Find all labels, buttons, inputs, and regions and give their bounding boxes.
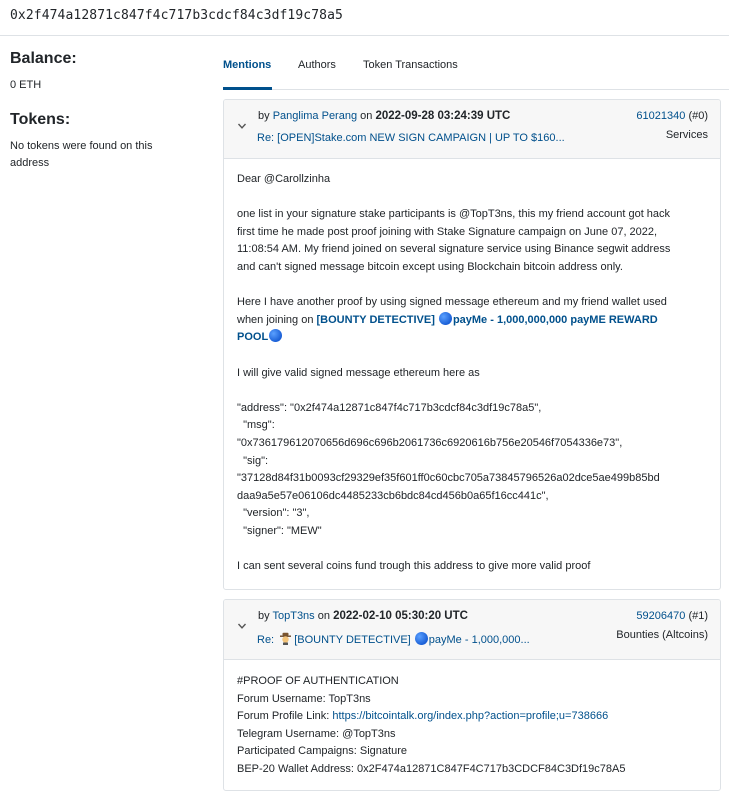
board-name: Services: [665, 129, 708, 141]
body-line: Telegram Username: @TopT3ns: [237, 727, 396, 740]
on-label: on: [317, 610, 330, 622]
message-index: (#1): [688, 610, 708, 622]
body-line: I can sent several coins fund trough this address to give more valid proof: [237, 560, 591, 573]
by-label: by: [258, 610, 270, 622]
board-name: Bounties (Altcoins): [616, 629, 708, 641]
message-index: (#0): [688, 110, 708, 122]
body-line: Forum Profile Link: https://bitcointalk.org/index.php?action=profile;u=738666: [237, 710, 609, 723]
post-card: [223, 99, 721, 590]
message-ref: [636, 610, 708, 622]
signature-line: daa9a5e57e06106dc4485233cb6bdc84cd456b0a65f16cc441c",: [237, 489, 549, 502]
post-body: [224, 660, 720, 789]
signature-line: "version": "3",: [237, 507, 310, 520]
signature-line: "signer": "MEW": [237, 524, 322, 537]
address-title: 0x2f474a12871c847f4c717b3cdcf84c3df19c78a5: [10, 8, 343, 23]
post-card: [223, 599, 721, 791]
greeting: Dear @Carollzinha: [237, 173, 331, 185]
post-date: 2022-02-10 05:30:20 UTC: [333, 610, 468, 622]
address-header: [0, 0, 729, 36]
signature-line: "msg":: [237, 419, 275, 432]
tab-token-transactions[interactable]: Token Transactions: [363, 59, 458, 71]
by-label: by: [258, 110, 270, 122]
signature-line: "address": "0x2f474a12871c847f4c717b3cdcf84c3df19c78a5",: [237, 401, 542, 414]
blue-circle-icon: [269, 329, 282, 342]
blue-circle-icon: [439, 312, 452, 325]
body-line: first time he made post proof joining with Stake Signature campaign on June 07, 2022,: [237, 225, 658, 238]
post-meta: [258, 110, 510, 122]
chevron-down-icon[interactable]: [237, 621, 247, 631]
body-line: Here I have another proof by using signed message ethereum and my friend wallet used: [237, 296, 667, 309]
body-line: I will give valid signed message ethereum here as: [237, 366, 480, 379]
topic-link[interactable]: Re: [BOUNTY DETECTIVE] payMe - 1,000,000...: [257, 634, 530, 646]
post-header: [224, 100, 720, 159]
post-meta: [258, 610, 468, 622]
topic-link[interactable]: Re: [OPEN]Stake.com NEW SIGN CAMPAIGN | UP TO $160...: [257, 132, 565, 144]
body-line: 11:08:54 AM. My friend joined on several signature service using Binance segwit address: [237, 243, 671, 256]
signature-line: "sig":: [237, 454, 269, 467]
body-line: Participated Campaigns: Signature: [237, 745, 407, 758]
author-link[interactable]: TopT3ns: [272, 610, 315, 622]
body-line: BEP-20 Wallet Address: 0x2F474a12871C847F4C717b3CDCF84C3Df19c78A5: [237, 762, 626, 775]
message-id-link[interactable]: 59206470: [636, 610, 686, 622]
active-tab-indicator: [223, 87, 272, 90]
body-line: Forum Username: TopT3ns: [237, 692, 371, 705]
body-line: [237, 312, 707, 330]
tokens-note: No tokens were found on this address: [10, 140, 153, 169]
balance-value: 0 ETH: [10, 79, 42, 91]
body-line: one list in your signature stake participants is @TopT3ns, this my friend account got hack: [237, 208, 671, 221]
tab-authors[interactable]: Authors: [298, 59, 336, 71]
detective-icon: [279, 632, 292, 645]
message-ref: [636, 110, 708, 122]
blue-circle-icon: [415, 632, 428, 645]
author-link[interactable]: Panglima Perang: [272, 110, 358, 122]
tokens-heading: Tokens:: [10, 111, 71, 128]
post-header: [224, 600, 720, 660]
sidebar: [10, 50, 200, 172]
chevron-down-icon[interactable]: [237, 121, 247, 131]
balance-heading: Balance:: [10, 50, 77, 67]
profile-link[interactable]: https://bitcointalk.org/index.php?action=profile;u=738666: [332, 710, 609, 723]
message-id-link[interactable]: 61021340: [636, 110, 686, 122]
bounty-link-continued[interactable]: POOL: [237, 329, 707, 347]
tab-bar: [223, 52, 729, 90]
post-body: [224, 159, 720, 586]
post-date: 2022-09-28 03:24:39 UTC: [375, 110, 511, 122]
body-text: when joining on: [237, 313, 317, 326]
body-line: and can't signed message bitcoin except using Blockchain bitcoin address only.: [237, 260, 623, 273]
tab-mentions[interactable]: Mentions: [223, 59, 272, 71]
body-line: #PROOF OF AUTHENTICATION: [237, 675, 399, 687]
on-label: on: [360, 110, 373, 122]
bounty-link[interactable]: [BOUNTY DETECTIVE] payMe - 1,000,000,000 payME REWARD: [316, 313, 658, 326]
signature-line: "0x736179612070656d696c696b2061736c6920616b756e20546f7054336e73",: [237, 436, 623, 449]
signature-line: "37128d84f31b0093cf29329ef35f601ff0c60cbc705a73845796526a02dce5ae499b85bd: [237, 472, 660, 485]
